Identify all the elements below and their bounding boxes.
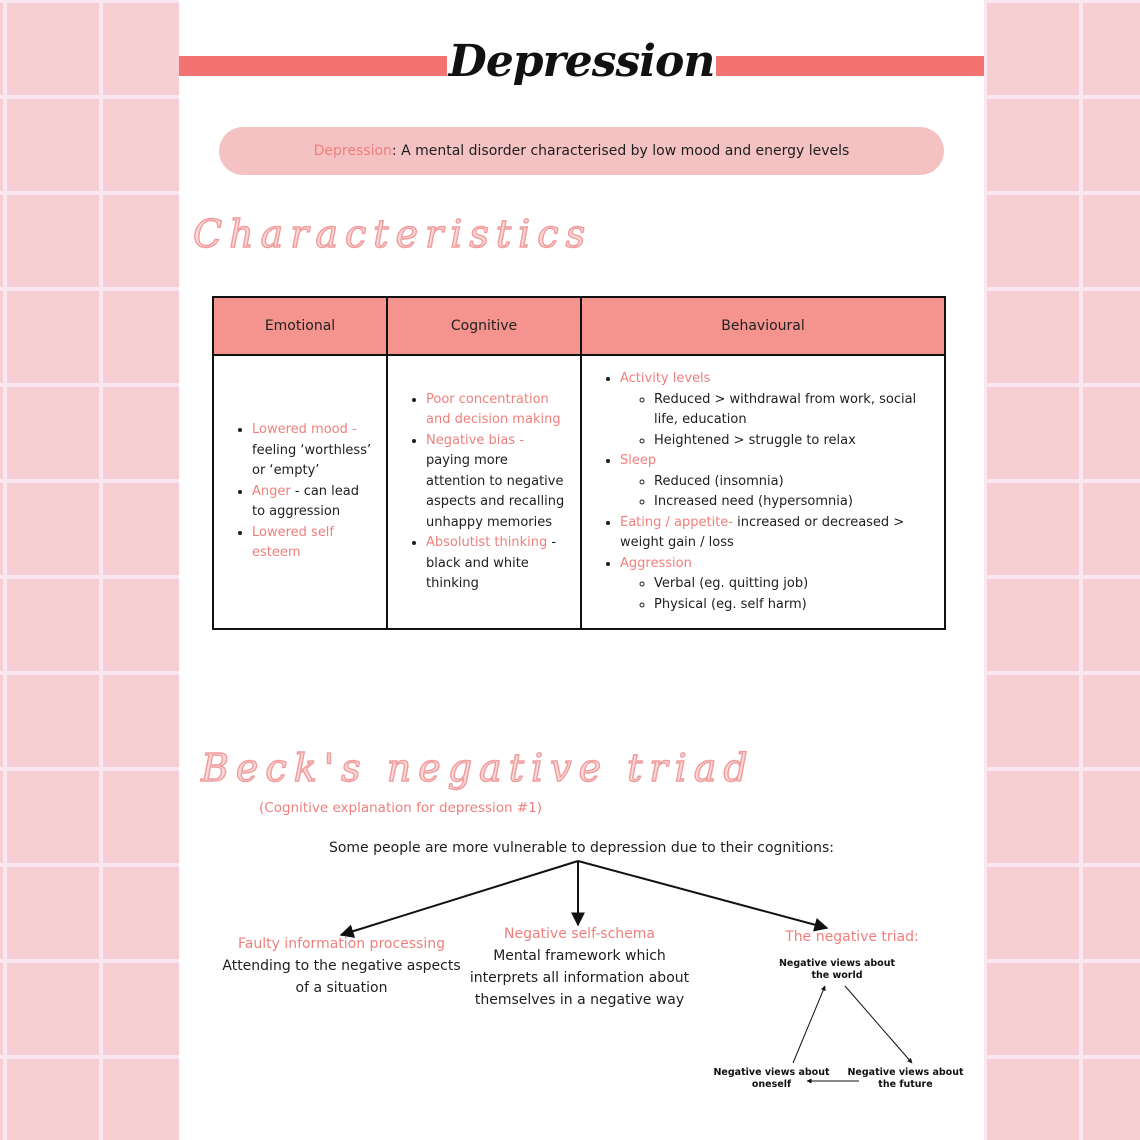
beck-intro: Some people are more vulnerable to depression due to their cognitions: — [328, 840, 835, 856]
node-title: The negative triad: — [785, 929, 919, 945]
definition-term: Depression — [313, 143, 392, 159]
node-self-schema — [457, 923, 702, 1011]
node-negative-triad — [727, 926, 977, 948]
node-text: Mental framework which interprets all information about themselves in a negative way — [469, 948, 690, 1008]
item-text: - can lead to aggression — [252, 483, 360, 520]
definition-text: : A mental disorder characterised by low mood and energy levels — [391, 143, 850, 159]
sub-list-item: ◦ Verbal (eg. quitting job) — [654, 574, 934, 595]
item-key: Eating / appetite- — [620, 514, 733, 530]
triad-future: Negative views about the future — [847, 1067, 964, 1090]
sub-list-item: ◦ Reduced (insomnia) — [654, 472, 934, 493]
arrow-to-negative-triad — [578, 861, 827, 928]
characteristics-heading: Characteristics — [193, 212, 593, 256]
item-text: feeling ‘worthless’ or ‘empty’ — [252, 442, 372, 479]
item-key: Lowered self esteem — [252, 524, 334, 561]
sub-list-item: ◦ Physical (eg. self harm) — [654, 595, 934, 616]
item-key: Lowered mood - — [252, 422, 357, 438]
grid-background-right — [984, 0, 1140, 1140]
sub-list-item: ◦ Reduced > withdrawal from work, social life, education — [654, 390, 934, 431]
triad-self: Negative views about oneself — [713, 1067, 830, 1090]
grid-background-left — [0, 0, 179, 1140]
item-key: Negative bias - — [426, 432, 524, 448]
node-text: Attending to the negative aspects of a situation — [222, 958, 461, 996]
notes-page — [179, 0, 984, 1140]
item-key: Sleep — [620, 453, 657, 468]
item-key: Activity levels — [620, 371, 711, 386]
beck-heading: Beck's negative triad — [201, 746, 755, 790]
arrow-world-to-future — [845, 986, 912, 1063]
item-key: Absolutist thinking — [426, 535, 548, 550]
node-title: Faulty information processing — [237, 936, 446, 952]
sub-list-item: ◦ Increased need (hypersomnia) — [654, 492, 934, 513]
item-key: Aggression — [620, 555, 692, 571]
page-title: Depression — [448, 36, 715, 87]
node-title: Negative self-schema — [504, 926, 655, 942]
item-key: Poor concentration and decision making — [426, 391, 561, 427]
column-header-emotional: Emotional — [213, 297, 387, 355]
triad-world: Negative views about the world — [778, 958, 896, 981]
node-faulty-processing — [219, 933, 464, 999]
arrow-self-to-world — [793, 986, 825, 1063]
column-header-behavioural: Behavioural — [581, 297, 945, 355]
beck-subheading: (Cognitive explanation for depression #1) — [259, 800, 543, 816]
column-header-cognitive: Cognitive — [387, 297, 581, 355]
item-text: increased or decreased > weight gain / loss — [620, 514, 905, 550]
item-text: paying more attention to negative aspects and recalling unhappy memories — [426, 453, 565, 530]
sub-list-item: ◦ Heightened > struggle to relax — [654, 431, 934, 452]
item-key: Anger — [252, 483, 291, 499]
item-text: - black and white thinking — [426, 535, 557, 591]
